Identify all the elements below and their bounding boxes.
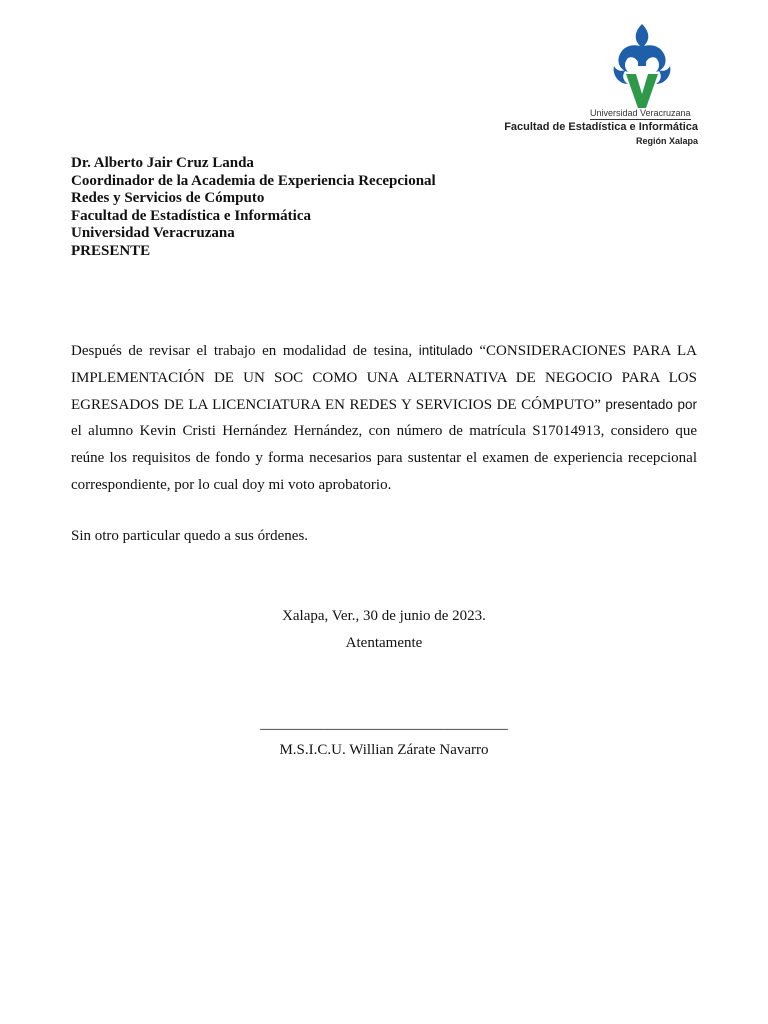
- signature-line: _________________________________: [260, 716, 508, 732]
- body-text: intitulado: [418, 343, 473, 358]
- body-line: [71, 365, 697, 392]
- body-line: [71, 338, 697, 365]
- body-line: [71, 472, 697, 499]
- faculty-name: Facultad de Estadística e Informática: [504, 121, 698, 133]
- region-name: Región Xalapa: [635, 136, 698, 146]
- body-text: EGRESADOS DE LA LICENCIATURA EN REDES Y SERVICIOS DE CÓMPUTO”: [71, 396, 606, 413]
- body-text: correspondiente, por lo cual doy mi voto aprobatorio.: [71, 476, 392, 493]
- recipient-name: Dr. Alberto Jair Cruz Landa: [71, 155, 254, 171]
- regards: Atentamente: [345, 635, 423, 651]
- body-text: presentado por: [605, 396, 697, 412]
- signer-name: M.S.I.C.U. Willian Zárate Navarro: [279, 742, 489, 758]
- uv-flame-logo-icon: [610, 22, 674, 112]
- body-text: Después de revisar el trabajo en modalidad de tesina,: [71, 343, 419, 359]
- recipient-faculty: Facultad de Estadística e Informática: [71, 207, 311, 224]
- closing-text: Sin otro particular quedo a sus órdenes.: [71, 528, 309, 544]
- recipient-program: Redes y Servicios de Cómputo: [71, 190, 265, 207]
- body-line: [71, 392, 697, 419]
- body-text: reúne los requisitos de fondo y forma necesarios para sustentar el examen de experiencia recepcional: [71, 450, 697, 467]
- university-name: Universidad Veracruzana: [590, 108, 691, 118]
- body-line: [71, 418, 697, 445]
- recipient-title: Coordinador de la Academia de Experiencia Recepcional: [71, 172, 436, 189]
- letterhead: [498, 22, 698, 152]
- body-text: “CONSIDERACIONES PARA LA: [472, 343, 697, 359]
- body-paragraph: [71, 338, 697, 499]
- body-line: [71, 445, 697, 472]
- recipient-block: [71, 155, 436, 261]
- body-text: IMPLEMENTACIÓN DE UN SOC COMO UNA ALTERNATIVA DE NEGOCIO PARA LOS: [71, 369, 697, 386]
- place-date: Xalapa, Ver., 30 de junio de 2023.: [282, 608, 486, 624]
- recipient-salutation: PRESENTE: [71, 242, 151, 259]
- body-text: el alumno Kevin Cristi Hernández Hernández, con número de matrícula S17014913, considero que: [71, 423, 697, 440]
- recipient-university: Universidad Veracruzana: [71, 225, 235, 242]
